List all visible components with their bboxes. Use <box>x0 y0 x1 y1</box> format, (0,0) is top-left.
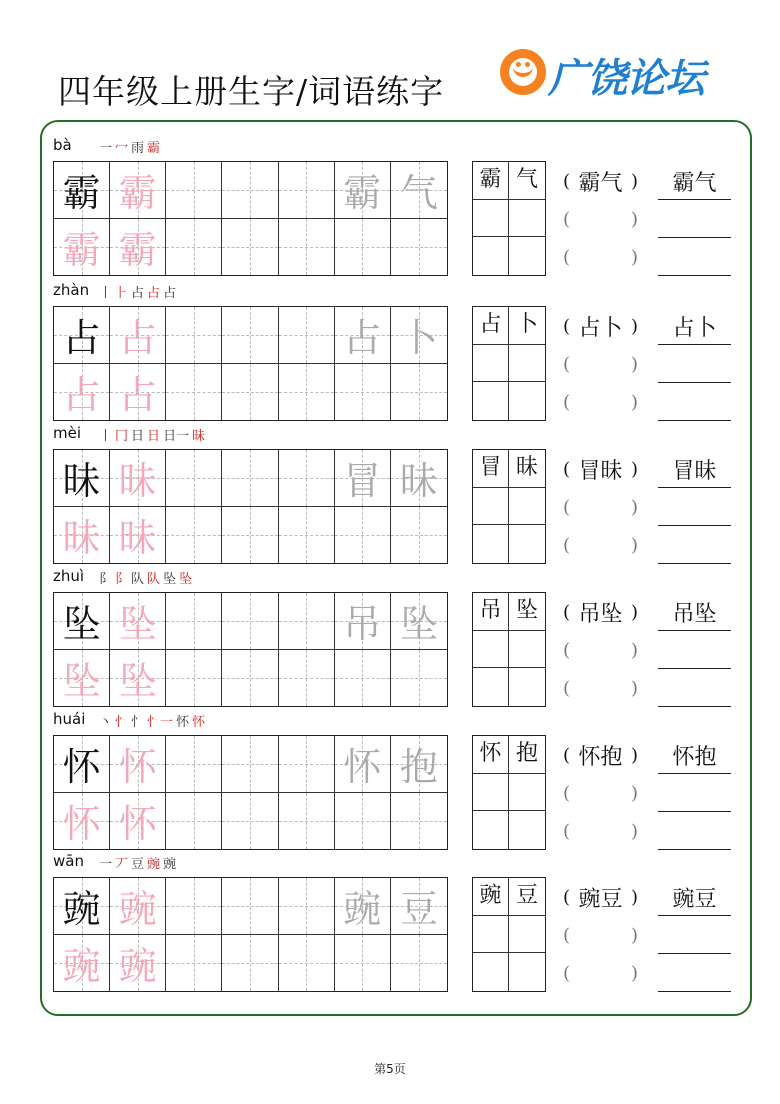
word-grid <box>472 877 546 992</box>
trace-char: 占 <box>118 316 157 361</box>
grid-cell[interactable] <box>166 507 222 564</box>
trace-char: 占 <box>343 316 382 361</box>
word-cell[interactable] <box>473 488 509 526</box>
paren-row[interactable]: ( ) <box>563 820 638 842</box>
trace-char: 怀 <box>118 745 157 790</box>
word-cell[interactable] <box>509 488 545 526</box>
grid-cell[interactable] <box>110 650 166 707</box>
paren-column <box>563 162 638 276</box>
grid-cell[interactable] <box>391 793 447 850</box>
word-cell[interactable] <box>473 593 509 631</box>
stroke-step: 阝 <box>99 572 113 587</box>
trace-char: 霸 <box>343 171 382 216</box>
stroke-step: 占 <box>147 286 161 301</box>
word-cell[interactable] <box>473 237 509 275</box>
grid-cell[interactable] <box>335 219 391 276</box>
word-cell[interactable] <box>509 237 545 275</box>
grid-cell[interactable] <box>279 450 335 507</box>
grid-cell[interactable] <box>279 507 335 564</box>
word-cell[interactable] <box>509 525 545 563</box>
writing-line[interactable] <box>658 488 731 526</box>
writing-line[interactable] <box>658 593 731 631</box>
grid-cell[interactable] <box>279 162 335 219</box>
trace-char: 昧 <box>118 459 157 504</box>
paren-row[interactable]: ( ) <box>563 782 638 804</box>
trace-char: 坠 <box>118 602 157 647</box>
trace-char: 霸 <box>62 228 101 273</box>
grid-cell[interactable] <box>222 935 278 992</box>
word-label: 冒昧 <box>578 458 623 484</box>
stroke-order <box>99 853 176 872</box>
word-char: 气 <box>515 167 538 192</box>
trace-char: 占 <box>62 373 101 418</box>
trace-char: 占 <box>62 316 101 361</box>
grid-cell[interactable] <box>222 507 278 564</box>
writing-line[interactable] <box>658 954 731 992</box>
word-cell[interactable] <box>473 200 509 238</box>
grid-cell[interactable] <box>110 507 166 564</box>
paren-column <box>563 878 638 992</box>
stroke-step: 丶 <box>99 715 113 730</box>
stroke-order <box>99 137 160 156</box>
writing-line[interactable] <box>658 669 731 707</box>
paren-row[interactable]: ( 吊坠 ) <box>563 593 638 631</box>
writing-line[interactable] <box>658 736 731 774</box>
grid-cell[interactable] <box>54 450 110 507</box>
pinyin: bà <box>53 136 72 154</box>
stroke-step: 豌 <box>147 857 161 872</box>
stroke-step: 队 <box>131 572 145 587</box>
word-cell[interactable] <box>473 774 509 812</box>
grid-cell[interactable] <box>110 219 166 276</box>
pinyin: wān <box>53 852 84 870</box>
trace-char: 抱 <box>399 745 438 790</box>
grid-cell[interactable] <box>391 878 447 935</box>
trace-char: 豌 <box>62 887 101 932</box>
trace-char: 昧 <box>118 516 157 561</box>
stroke-step: 雨 <box>131 141 145 156</box>
grid-cell[interactable] <box>222 219 278 276</box>
trace-char: 豌 <box>343 887 382 932</box>
grid-cell[interactable] <box>222 162 278 219</box>
word-grid <box>472 449 546 564</box>
grid-cell[interactable] <box>222 878 278 935</box>
stroke-step: 阝 <box>115 572 129 587</box>
grid-cell[interactable] <box>279 935 335 992</box>
trace-char: 昧 <box>62 459 101 504</box>
grid-cell[interactable] <box>222 793 278 850</box>
writing-line[interactable] <box>658 238 731 276</box>
word-cell[interactable] <box>509 307 545 345</box>
practice-grid <box>53 735 448 850</box>
writing-line[interactable] <box>658 200 731 238</box>
stroke-step: 日一 <box>163 429 190 444</box>
stroke-step: 日 <box>147 429 161 444</box>
writing-lines <box>658 878 731 992</box>
word-cell[interactable] <box>509 200 545 238</box>
grid-cell[interactable] <box>110 450 166 507</box>
stroke-step: 坠 <box>179 572 193 587</box>
stroke-step: 忄一 <box>147 715 174 730</box>
grid-cell[interactable] <box>279 364 335 421</box>
grid-cell[interactable] <box>110 364 166 421</box>
grid-cell[interactable] <box>335 935 391 992</box>
grid-cell[interactable] <box>391 650 447 707</box>
word-cell[interactable] <box>473 811 509 849</box>
grid-cell[interactable] <box>110 307 166 364</box>
word-cell[interactable] <box>473 345 509 383</box>
trace-char: 昧 <box>62 516 101 561</box>
practice-grid <box>53 449 448 564</box>
paren-column <box>563 450 638 564</box>
grid-cell[interactable] <box>279 650 335 707</box>
grid-cell[interactable] <box>110 162 166 219</box>
trace-char: 怀 <box>118 802 157 847</box>
grid-cell[interactable] <box>279 307 335 364</box>
word-cell[interactable] <box>473 631 509 669</box>
trace-char: 坠 <box>399 602 438 647</box>
paren-row[interactable]: ( ) <box>563 639 638 661</box>
word-cell[interactable] <box>473 450 509 488</box>
grid-cell[interactable] <box>166 793 222 850</box>
grid-cell[interactable] <box>391 307 447 364</box>
grid-cell[interactable] <box>222 450 278 507</box>
writing-lines <box>658 593 731 707</box>
word-cell[interactable] <box>509 668 545 706</box>
trace-char: 卜 <box>399 316 438 361</box>
stroke-step: 冂 <box>115 429 129 444</box>
writing-lines <box>658 162 731 276</box>
word-cell[interactable] <box>509 953 545 991</box>
word-char: 占 <box>479 312 502 337</box>
grid-cell[interactable] <box>279 736 335 793</box>
trace-char: 怀 <box>62 802 101 847</box>
trace-char: 坠 <box>62 659 101 704</box>
paren-row[interactable]: ( 怀抱 ) <box>563 736 638 774</box>
writing-line[interactable] <box>658 526 731 564</box>
word-cell[interactable] <box>509 916 545 954</box>
writing-line[interactable] <box>658 383 731 421</box>
trace-char: 霸 <box>118 171 157 216</box>
grid-cell[interactable] <box>166 650 222 707</box>
grid-cell[interactable] <box>54 878 110 935</box>
word-label: 霸气 <box>578 170 623 196</box>
grid-cell[interactable] <box>54 650 110 707</box>
grid-cell[interactable] <box>335 450 391 507</box>
paren-row[interactable]: ( ) <box>563 208 638 230</box>
word-cell[interactable] <box>473 668 509 706</box>
grid-cell[interactable] <box>54 162 110 219</box>
word-cell[interactable] <box>509 382 545 420</box>
grid-cell[interactable] <box>335 736 391 793</box>
trace-char: 冒 <box>343 459 382 504</box>
writing-line[interactable] <box>658 450 731 488</box>
stroke-step: 豆 <box>131 857 145 872</box>
logo-text: 广饶论坛 <box>548 56 704 102</box>
stroke-step: 忄 <box>115 715 129 730</box>
writing-line[interactable] <box>658 774 731 812</box>
word-char: 豌 <box>479 883 502 908</box>
stroke-step: 冖 <box>115 141 129 156</box>
word-cell[interactable] <box>473 382 509 420</box>
paren-row[interactable]: ( 霸气 ) <box>563 162 638 200</box>
word-label: 豌豆 <box>672 887 717 912</box>
word-cell[interactable] <box>509 593 545 631</box>
grid-cell[interactable] <box>166 878 222 935</box>
grid-cell[interactable] <box>54 793 110 850</box>
grid-cell[interactable] <box>335 593 391 650</box>
paren-row[interactable]: ( 占卜 ) <box>563 307 638 345</box>
grid-cell[interactable] <box>110 878 166 935</box>
grid-cell[interactable] <box>391 593 447 650</box>
word-char: 豆 <box>515 883 538 908</box>
stroke-step: 忄 <box>131 715 145 730</box>
paren-row[interactable]: ( ) <box>563 496 638 518</box>
word-cell[interactable] <box>473 916 509 954</box>
grid-cell[interactable] <box>54 593 110 650</box>
grid-cell[interactable] <box>335 650 391 707</box>
word-cell[interactable] <box>509 878 545 916</box>
grid-cell[interactable] <box>335 793 391 850</box>
grid-cell[interactable] <box>279 793 335 850</box>
paren-row[interactable]: ( ) <box>563 391 638 413</box>
grid-cell[interactable] <box>166 162 222 219</box>
stroke-step: 怀 <box>176 715 190 730</box>
stroke-step: ⺊ <box>115 286 129 301</box>
word-cell[interactable] <box>473 953 509 991</box>
writing-line[interactable] <box>658 307 731 345</box>
grid-cell[interactable] <box>279 878 335 935</box>
grid-cell[interactable] <box>391 450 447 507</box>
word-cell[interactable] <box>509 162 545 200</box>
word-char: 坠 <box>515 598 538 623</box>
grid-cell[interactable] <box>110 736 166 793</box>
grid-cell[interactable] <box>166 364 222 421</box>
grid-cell[interactable] <box>335 878 391 935</box>
stroke-step: 丨 <box>99 429 113 444</box>
grid-cell[interactable] <box>222 307 278 364</box>
word-grid <box>472 161 546 276</box>
paren-column <box>563 307 638 421</box>
trace-char: 豌 <box>118 887 157 932</box>
writing-lines <box>658 307 731 421</box>
trace-char: 坠 <box>62 602 101 647</box>
writing-line[interactable] <box>658 812 731 850</box>
stroke-step: 昧 <box>192 429 206 444</box>
grid-cell[interactable] <box>279 593 335 650</box>
stroke-order <box>99 282 176 301</box>
word-cell[interactable] <box>473 162 509 200</box>
paren-column <box>563 593 638 707</box>
pinyin: mèi <box>53 424 82 442</box>
page-number: 第5页 <box>374 1062 406 1076</box>
page-title: 四年级上册生字/词语练字 <box>58 72 445 111</box>
grid-cell[interactable] <box>222 650 278 707</box>
stroke-step: 日 <box>131 429 145 444</box>
word-cell[interactable] <box>473 307 509 345</box>
practice-grid <box>53 877 448 992</box>
grid-cell[interactable] <box>391 162 447 219</box>
grid-cell[interactable] <box>166 736 222 793</box>
stroke-step: 丆 <box>115 857 129 872</box>
grid-cell[interactable] <box>54 736 110 793</box>
trace-char: 吊 <box>343 602 382 647</box>
paren-row[interactable]: ( ) <box>563 677 638 699</box>
grid-cell[interactable] <box>54 935 110 992</box>
grid-cell[interactable] <box>335 507 391 564</box>
word-label: 怀抱 <box>578 744 623 770</box>
word-char: 卜 <box>515 312 538 337</box>
trace-char: 坠 <box>118 659 157 704</box>
pinyin: zhàn <box>53 281 90 299</box>
stroke-order <box>99 711 205 730</box>
grid-cell[interactable] <box>391 364 447 421</box>
word-cell[interactable] <box>509 450 545 488</box>
pinyin: zhuì <box>53 567 85 585</box>
grid-cell[interactable] <box>54 307 110 364</box>
writing-line[interactable] <box>658 345 731 383</box>
grid-cell[interactable] <box>222 593 278 650</box>
grid-cell[interactable] <box>166 219 222 276</box>
word-cell[interactable] <box>509 345 545 383</box>
grid-cell[interactable] <box>54 219 110 276</box>
trace-char: 昧 <box>399 459 438 504</box>
stroke-step: 坠 <box>163 572 177 587</box>
stroke-step: 霸 <box>147 141 161 156</box>
word-char: 怀 <box>479 741 502 766</box>
word-char: 霸 <box>479 167 502 192</box>
grid-cell[interactable] <box>54 507 110 564</box>
stroke-step: 一 <box>99 141 113 156</box>
stroke-step: 占 <box>131 286 145 301</box>
stroke-step: 占 <box>163 286 177 301</box>
word-char: 吊 <box>479 598 502 623</box>
word-label: 占卜 <box>672 316 717 341</box>
grid-cell[interactable] <box>166 307 222 364</box>
word-char: 冒 <box>479 455 502 480</box>
word-label: 豌豆 <box>578 886 623 912</box>
paren-row[interactable]: ( 豌豆 ) <box>563 878 638 916</box>
grid-cell[interactable] <box>335 364 391 421</box>
paren-column <box>563 736 638 850</box>
word-label: 霸气 <box>672 171 717 196</box>
grid-cell[interactable] <box>222 736 278 793</box>
word-grid <box>472 306 546 421</box>
writing-lines <box>658 736 731 850</box>
trace-char: 霸 <box>62 171 101 216</box>
grid-cell[interactable] <box>335 307 391 364</box>
trace-char: 怀 <box>343 745 382 790</box>
writing-line[interactable] <box>658 878 731 916</box>
grid-cell[interactable] <box>335 162 391 219</box>
writing-line[interactable] <box>658 631 731 669</box>
writing-lines <box>658 450 731 564</box>
practice-grid <box>53 161 448 276</box>
practice-grid <box>53 306 448 421</box>
stroke-step: 丨 <box>99 286 113 301</box>
grid-cell[interactable] <box>166 935 222 992</box>
grid-cell[interactable] <box>166 593 222 650</box>
word-cell[interactable] <box>509 811 545 849</box>
word-grid <box>472 735 546 850</box>
word-cell[interactable] <box>509 774 545 812</box>
grid-cell[interactable] <box>391 219 447 276</box>
stroke-order <box>99 425 205 444</box>
grid-cell[interactable] <box>391 736 447 793</box>
paren-row[interactable]: ( ) <box>563 353 638 375</box>
grid-cell[interactable] <box>54 364 110 421</box>
paren-row[interactable]: ( 冒昧 ) <box>563 450 638 488</box>
word-label: 怀抱 <box>672 745 717 770</box>
trace-char: 霸 <box>118 228 157 273</box>
grid-cell[interactable] <box>391 507 447 564</box>
word-cell[interactable] <box>473 525 509 563</box>
paren-row[interactable]: ( ) <box>563 534 638 556</box>
stroke-step: 豌 <box>163 857 177 872</box>
writing-line[interactable] <box>658 916 731 954</box>
word-grid <box>472 592 546 707</box>
word-cell[interactable] <box>509 736 545 774</box>
word-label: 吊坠 <box>672 602 717 627</box>
word-label: 冒昧 <box>672 459 717 484</box>
trace-char: 豌 <box>62 944 101 989</box>
writing-line[interactable] <box>658 162 731 200</box>
grid-cell[interactable] <box>391 935 447 992</box>
trace-char: 占 <box>118 373 157 418</box>
word-label: 吊坠 <box>578 601 623 627</box>
word-cell[interactable] <box>473 736 509 774</box>
stroke-step: 队 <box>147 572 161 587</box>
paren-row[interactable]: ( ) <box>563 962 638 984</box>
stroke-step: 怀 <box>192 715 206 730</box>
word-cell[interactable] <box>509 631 545 669</box>
pinyin: huái <box>53 710 86 728</box>
practice-grid <box>53 592 448 707</box>
word-cell[interactable] <box>473 878 509 916</box>
grid-cell[interactable] <box>110 793 166 850</box>
paren-row[interactable]: ( ) <box>563 924 638 946</box>
grid-cell[interactable] <box>110 593 166 650</box>
grid-cell[interactable] <box>110 935 166 992</box>
stroke-step: 一 <box>99 857 113 872</box>
site-logo <box>500 45 740 105</box>
trace-char: 怀 <box>62 745 101 790</box>
grid-cell[interactable] <box>166 450 222 507</box>
stroke-order <box>99 568 192 587</box>
word-char: 抱 <box>515 741 538 766</box>
grid-cell[interactable] <box>279 219 335 276</box>
trace-char: 气 <box>399 171 438 216</box>
paren-row[interactable]: ( ) <box>563 246 638 268</box>
trace-char: 豌 <box>118 944 157 989</box>
word-char: 昧 <box>515 455 538 480</box>
grid-cell[interactable] <box>222 364 278 421</box>
word-label: 占卜 <box>578 315 623 341</box>
trace-char: 豆 <box>399 887 438 932</box>
